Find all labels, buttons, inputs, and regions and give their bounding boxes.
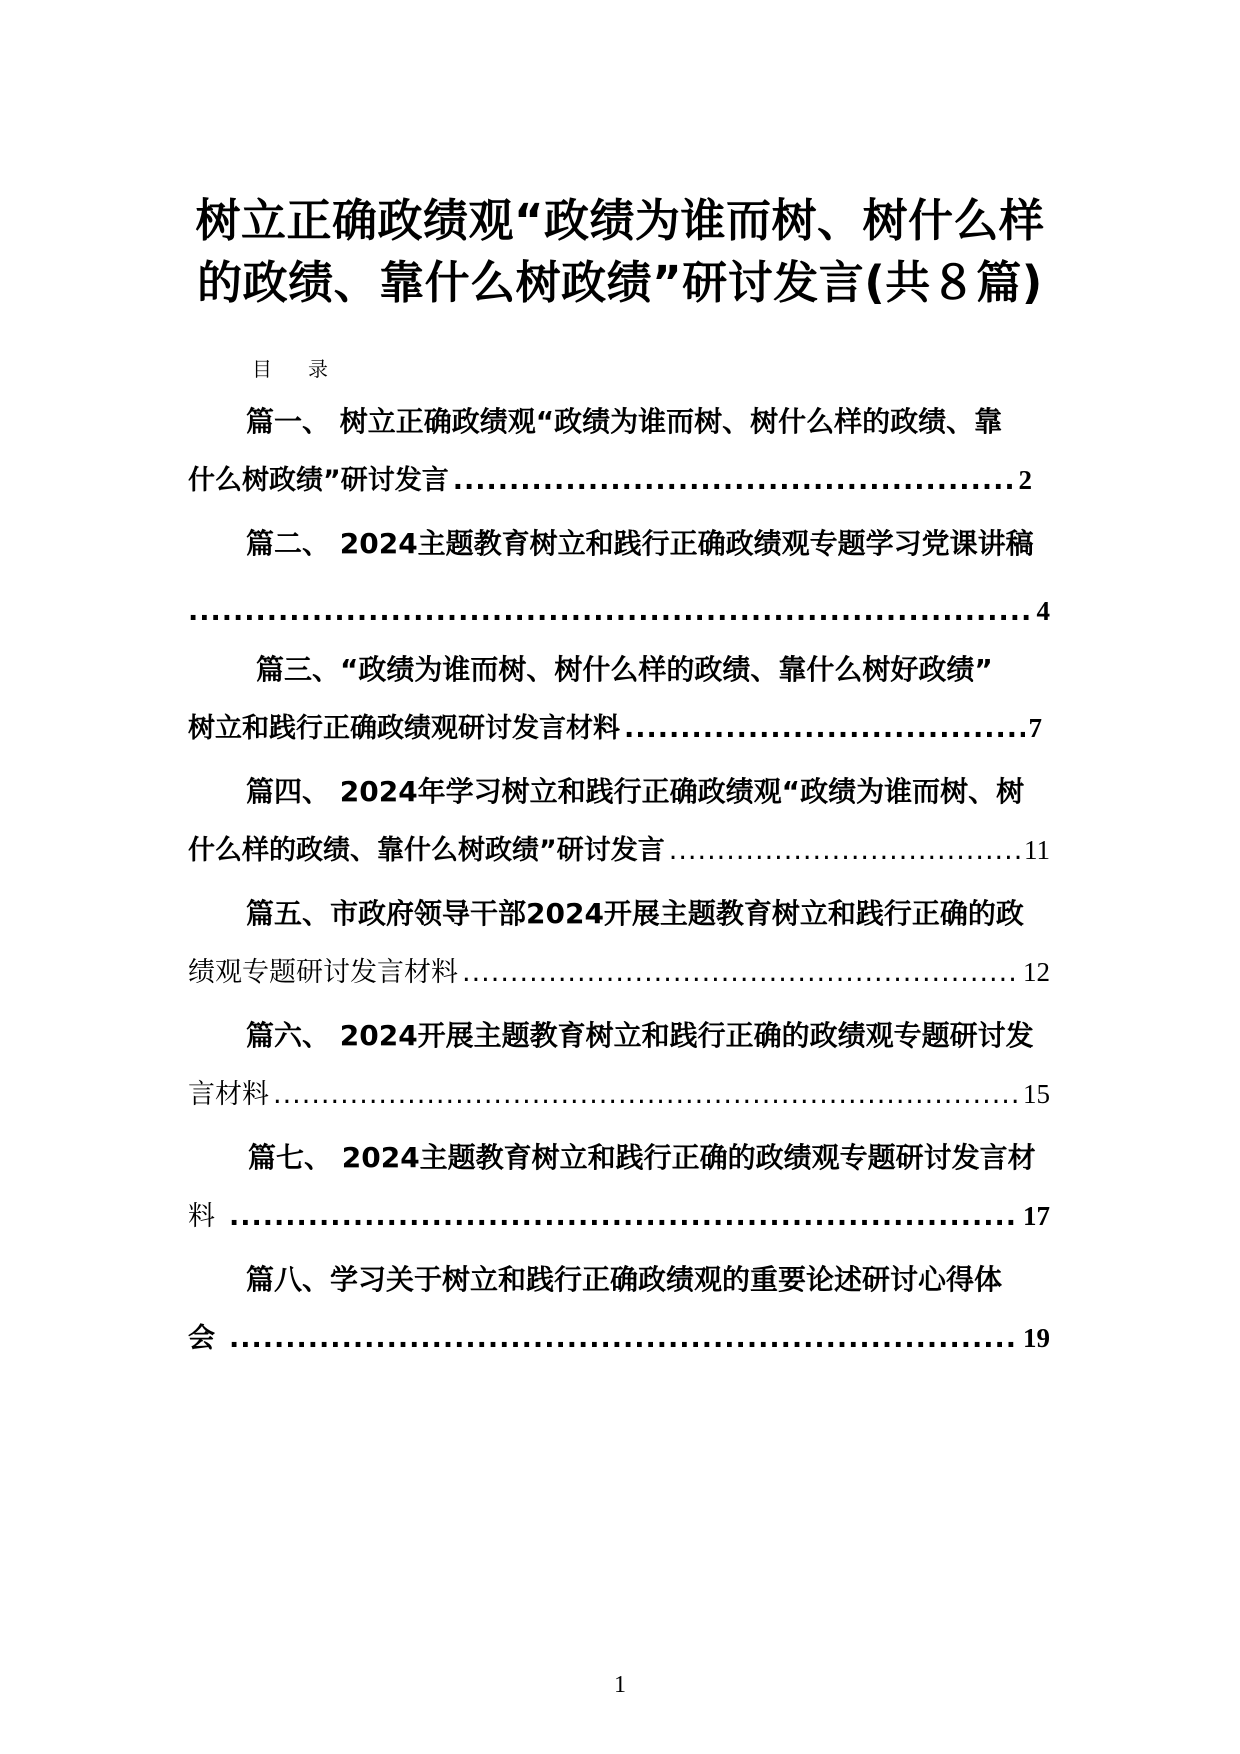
- toc-entry-title-line2-row: [188, 460, 1032, 501]
- toc-entry-title-line1: 篇五、市政府领导干部2024开展主题教育树立和践行正确的政: [246, 897, 1024, 930]
- dot-leader: [453, 461, 1015, 501]
- toc-page-number: 2: [1018, 465, 1032, 495]
- toc-page-number: 4: [1036, 596, 1050, 626]
- toc-entry-title-line1: 篇七、 2024主题教育树立和践行正确的政绩观专题研讨发言材: [248, 1141, 1036, 1174]
- toc-page-number: 15: [1023, 1079, 1050, 1109]
- toc-entry-title-line1: 篇一、 树立正确政绩观“政绩为谁而树、树什么样的政绩、靠: [246, 405, 1003, 438]
- document-title: [150, 190, 1090, 314]
- dot-leader: [669, 831, 1020, 871]
- toc-page-number: 7: [1028, 713, 1042, 743]
- toc-entry-title-line2: 料: [188, 1201, 215, 1232]
- toc-entry-title-line2: 会: [188, 1323, 215, 1354]
- toc-entry-title-line2: 什么树政绩”研讨发言: [188, 465, 449, 496]
- toc-heading: 目录: [252, 357, 364, 381]
- toc-entry-title-line2: 树立和践行正确政绩观研讨发言材料: [188, 713, 620, 744]
- toc-entry-title-line2-row: [188, 708, 1042, 749]
- page-number: 1: [614, 1672, 626, 1698]
- toc-entry-title-line2-row: [188, 1196, 1050, 1237]
- toc-entry-title-line1: 篇六、 2024开展主题教育树立和践行正确的政绩观专题研讨发: [246, 1019, 1034, 1052]
- toc-page-number: 12: [1023, 957, 1050, 987]
- toc-entry-title-line1: 篇四、 2024年学习树立和践行正确政绩观“政绩为谁而树、树: [246, 775, 1025, 808]
- toc-entry-title-line2: 什么样的政绩、靠什么树政绩”研讨发言: [188, 835, 665, 866]
- title-line-1: 树立正确政绩观“政绩为谁而树、树什么样: [195, 194, 1045, 247]
- toc-page-number: 19: [1023, 1323, 1050, 1353]
- dot-leader: [273, 1075, 1019, 1115]
- dot-leader: [229, 1197, 1019, 1237]
- title-line-2: 的政绩、靠什么树政绩”研讨发言(共８篇): [197, 256, 1043, 309]
- dot-leader: [188, 592, 1033, 632]
- toc-entry-title-line1: 篇八、学习关于树立和践行正确政绩观的重要论述研讨心得体: [246, 1263, 1003, 1296]
- toc-entry-title-line2: 绩观专题研讨发言材料: [188, 957, 458, 988]
- toc-page-number: 11: [1024, 835, 1050, 865]
- toc-entry-title-line2-row: [188, 952, 1050, 993]
- toc-entry-title-line1: 篇三、“政绩为谁而树、树什么样的政绩、靠什么树好政绩”: [256, 653, 993, 686]
- toc-entry-title-line2: 言材料: [188, 1079, 269, 1110]
- toc-entry-title-line2-row: [188, 830, 1050, 871]
- dot-leader: [624, 709, 1025, 749]
- dot-leader: [229, 1319, 1019, 1359]
- dot-leader: [462, 953, 1019, 993]
- toc-page-number: 17: [1023, 1201, 1050, 1231]
- toc-entry-title-line2-row: [188, 1318, 1050, 1359]
- toc-entry-title-line2-row: [188, 1074, 1050, 1115]
- toc-entry-title-line2-row: [188, 591, 1050, 632]
- toc-entry-title-line1: 篇二、 2024主题教育树立和践行正确政绩观专题学习党课讲稿: [246, 527, 1034, 560]
